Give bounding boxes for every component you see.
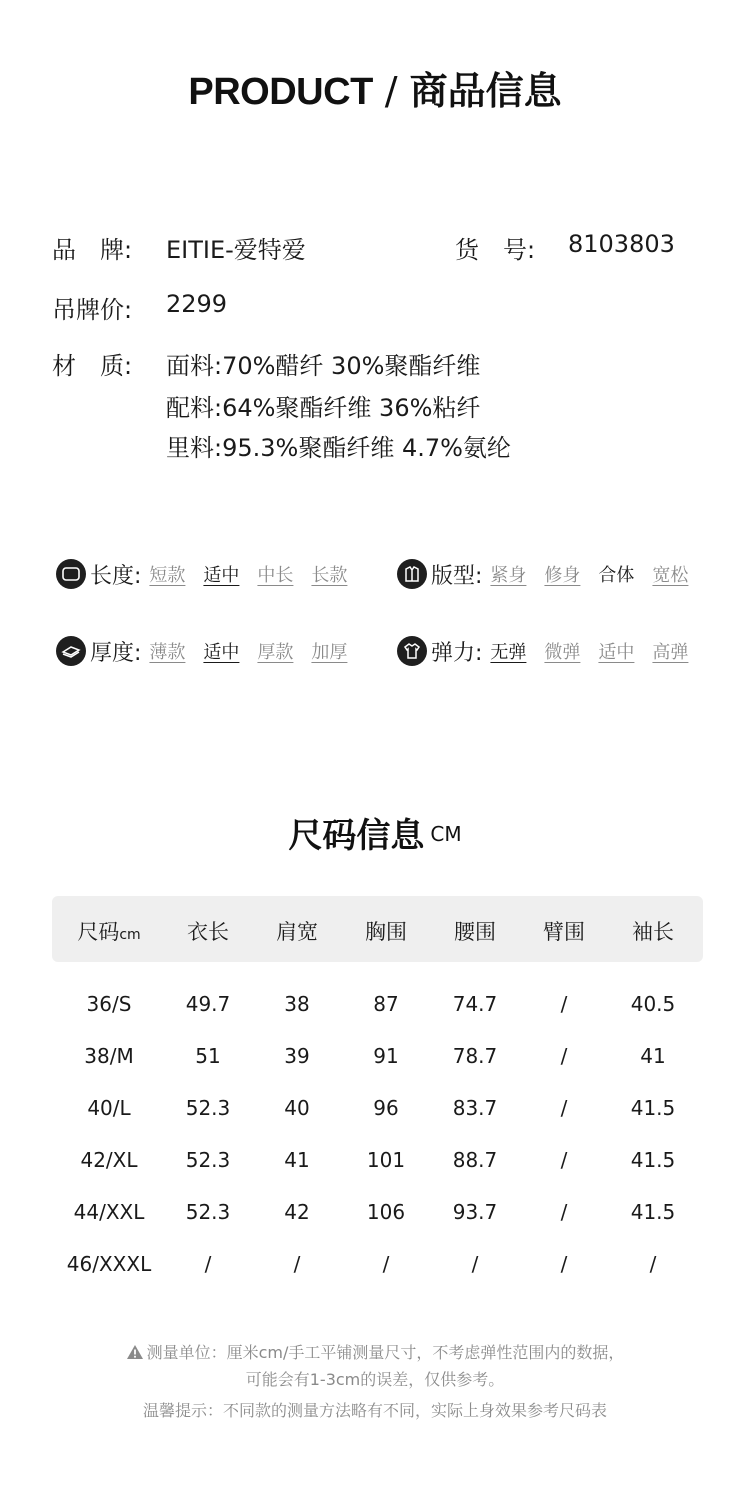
table-cell: 41.5 — [630, 1096, 676, 1120]
attr-length-option: 短款 — [149, 565, 186, 586]
attr-fit-option: 宽松 — [652, 565, 689, 586]
table-cell: / — [560, 1252, 568, 1276]
attr-fit-label: 版型: — [431, 563, 483, 589]
attr-fit-option: 修身 — [544, 565, 581, 586]
table-cell-size: 40/L — [87, 1096, 131, 1120]
table-cell: 49.7 — [185, 992, 231, 1016]
attr-thickness-option-selected: 适中 — [203, 642, 240, 663]
title-en: PRODUCT — [188, 71, 373, 113]
title-separator: / — [384, 69, 398, 113]
attr-length-option: 长款 — [311, 565, 348, 586]
title-cn: 商品信息 — [409, 69, 562, 113]
table-cell: 91 — [373, 1044, 399, 1068]
table-cell: 106 — [366, 1200, 406, 1224]
table-cell: / — [649, 1252, 657, 1276]
garment-length-icon — [56, 559, 86, 589]
note-line-1: 测量单位：厘米cm/手工平铺测量尺寸，不考虑弹性范围内的数据， — [146, 1343, 625, 1362]
note-line-2: 可能会有1-3cm的误差，仅供参考。 — [245, 1370, 505, 1389]
table-cell: / — [382, 1252, 390, 1276]
attr-thickness — [56, 633, 365, 669]
table-cell-size: 36/S — [86, 992, 132, 1016]
column-header: 肩宽 — [276, 920, 318, 944]
column-header: 腰围 — [454, 920, 496, 944]
attr-elasticity-option: 适中 — [598, 642, 635, 663]
attr-fit-option: 紧身 — [490, 565, 527, 586]
table-cell: 41.5 — [630, 1200, 676, 1224]
table-cell: 52.3 — [185, 1148, 231, 1172]
table-cell: 87 — [373, 992, 399, 1016]
table-cell: 39 — [284, 1044, 310, 1068]
attr-elasticity-option: 微弹 — [544, 642, 581, 663]
table-cell: 78.7 — [452, 1044, 498, 1068]
table-cell: 40.5 — [630, 992, 676, 1016]
table-cell: / — [560, 1200, 568, 1224]
attr-thickness-option: 薄款 — [149, 642, 186, 663]
attr-length — [56, 556, 365, 592]
table-cell: 51 — [195, 1044, 221, 1068]
material-line: 配料:64%聚酯纤维 36%粘纤 — [166, 394, 481, 422]
column-header: 袖长 — [632, 920, 674, 944]
table-cell: / — [471, 1252, 479, 1276]
column-header: 臂围 — [543, 920, 585, 944]
price-label: 吊牌价: — [52, 296, 133, 324]
table-cell: 52.3 — [185, 1200, 231, 1224]
column-header-unit: cm — [119, 927, 141, 943]
page-title — [0, 60, 750, 115]
table-cell: 38 — [284, 992, 310, 1016]
fabric-thickness-icon — [56, 636, 86, 666]
table-cell: / — [204, 1252, 212, 1276]
size-title-unit: CM — [430, 822, 462, 846]
attr-elasticity — [397, 633, 688, 669]
table-cell: 52.3 — [185, 1096, 231, 1120]
attr-fit-option-selected: 合体 — [598, 565, 635, 586]
attr-length-option: 中长 — [257, 565, 294, 586]
attr-length-option-selected: 适中 — [203, 565, 240, 586]
table-cell: 101 — [366, 1148, 406, 1172]
material-line: 面料:70%醋纤 30%聚酯纤维 — [166, 352, 481, 380]
table-cell-size: 38/M — [84, 1044, 134, 1068]
attr-fit — [397, 556, 688, 592]
attr-thickness-label: 厚度: — [90, 640, 142, 666]
jacket-fit-icon — [397, 559, 427, 589]
table-cell: 42 — [284, 1200, 310, 1224]
attr-elasticity-label: 弹力: — [431, 640, 483, 666]
brand-value: EITIE-爱特爱 — [166, 236, 306, 264]
table-cell: / — [560, 1148, 568, 1172]
size-section-title — [0, 808, 750, 857]
brand-label: 品 牌: — [52, 236, 133, 264]
table-cell: 40 — [284, 1096, 310, 1120]
table-cell: / — [293, 1252, 301, 1276]
attr-elasticity-option-selected: 无弹 — [490, 642, 527, 663]
table-cell-size: 42/XL — [80, 1148, 138, 1172]
table-cell: 41.5 — [630, 1148, 676, 1172]
table-cell: 41 — [284, 1148, 310, 1172]
tshirt-stretch-icon — [397, 636, 427, 666]
sku-value: 8103803 — [568, 230, 675, 258]
table-cell: 41 — [640, 1044, 666, 1068]
column-header: 衣长 — [187, 920, 229, 944]
material-line: 里料:95.3%聚酯纤维 4.7%氨纶 — [166, 434, 511, 462]
attr-length-label: 长度: — [90, 563, 142, 589]
attr-thickness-option: 加厚 — [311, 642, 348, 663]
size-title-text: 尺码信息 — [288, 816, 425, 856]
attr-thickness-option: 厚款 — [257, 642, 294, 663]
column-header-label: 尺码 — [77, 920, 120, 944]
column-header-size — [64, 916, 154, 946]
note-line-3: 温馨提示：不同款的测量方法略有不同，实际上身效果参考尺码表 — [142, 1401, 607, 1420]
table-cell: 96 — [373, 1096, 399, 1120]
table-cell: / — [560, 992, 568, 1016]
column-header: 胸围 — [365, 920, 407, 944]
sku-label: 货 号: — [455, 236, 536, 264]
material-label: 材 质: — [52, 352, 133, 380]
price-value: 2299 — [166, 290, 228, 318]
table-cell: 83.7 — [452, 1096, 498, 1120]
attr-elasticity-option: 高弹 — [652, 642, 689, 663]
table-cell: / — [560, 1096, 568, 1120]
table-cell: 74.7 — [452, 992, 498, 1016]
table-cell-size: 46/XXXL — [66, 1252, 152, 1276]
table-cell: 88.7 — [452, 1148, 498, 1172]
measurement-note — [0, 1340, 750, 1363]
table-cell: 93.7 — [452, 1200, 498, 1224]
table-cell: / — [560, 1044, 568, 1068]
table-cell-size: 44/XXL — [73, 1200, 145, 1224]
warning-icon — [126, 1344, 144, 1360]
